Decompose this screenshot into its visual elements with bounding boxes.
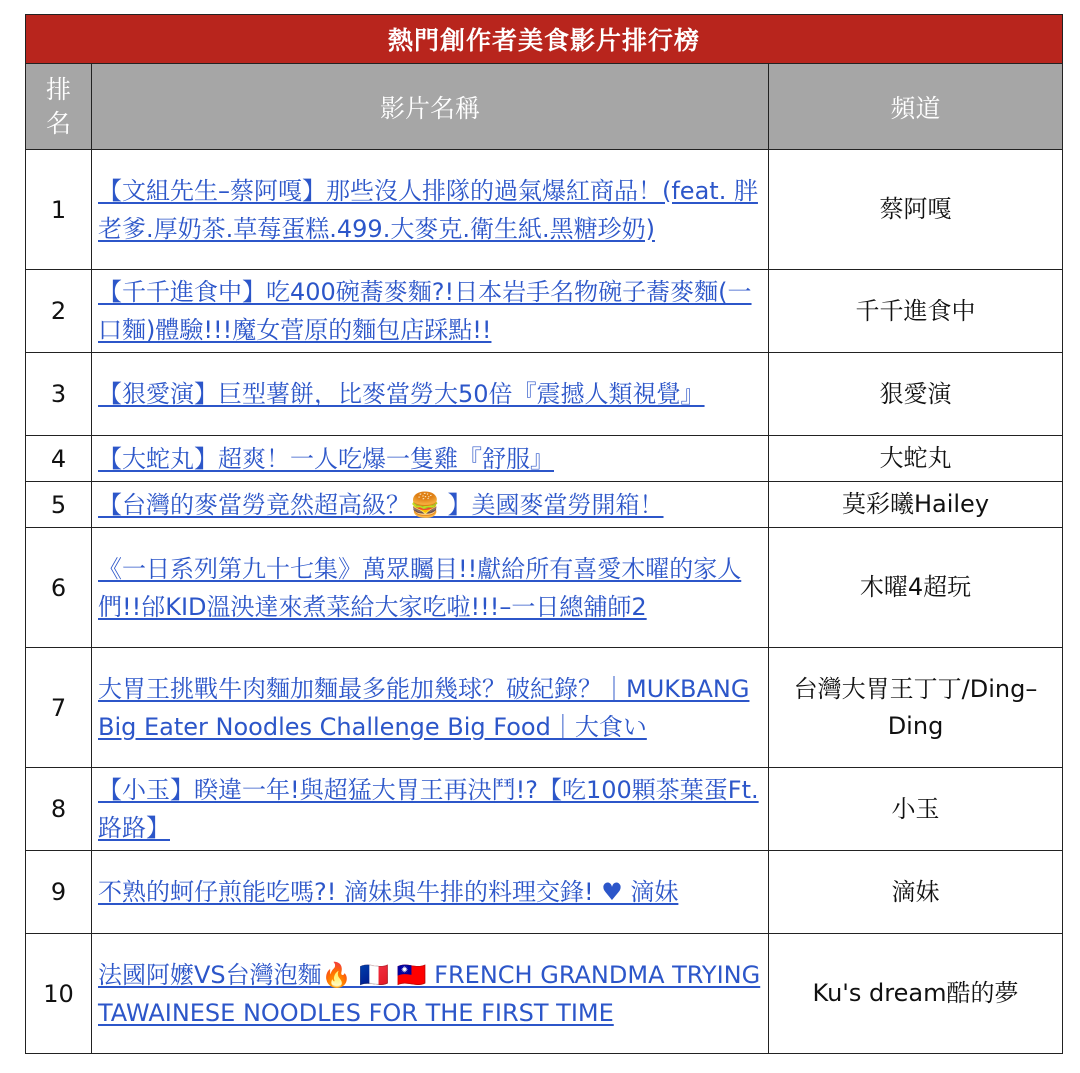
table-row — [26, 353, 1063, 436]
video-cell — [92, 934, 769, 1054]
rank-cell: 3 — [26, 353, 92, 436]
channel-cell: Ku's dream酷的夢 — [769, 934, 1063, 1054]
table-title: 熱門創作者美食影片排行榜 — [26, 15, 1063, 64]
rank-header-line2: 名 — [45, 108, 71, 138]
video-link[interactable]: 【小玉】睽違一年!與超猛大胃王再決鬥!?【吃100顆茶葉蛋Ft.路路】 — [98, 776, 759, 842]
rank-cell: 1 — [26, 150, 92, 270]
channel-cell: 小玉 — [769, 768, 1063, 851]
rank-cell: 2 — [26, 270, 92, 353]
rank-cell: 9 — [26, 851, 92, 934]
channel-header: 頻道 — [769, 64, 1063, 150]
table-row — [26, 851, 1063, 934]
channel-cell: 狠愛演 — [769, 353, 1063, 436]
channel-cell: 滴妹 — [769, 851, 1063, 934]
video-link[interactable]: 【大蛇丸】超爽！一人吃爆一隻雞『舒服』 — [98, 444, 554, 473]
rank-header-line1: 排 — [45, 74, 71, 104]
video-cell — [92, 436, 769, 482]
ranking-table-container — [25, 14, 1062, 1054]
video-link[interactable]: 法國阿嬤VS台灣泡麵🔥 🇫🇷 🇹🇼 FRENCH GRANDMA TRYING TAWAINESE NOODLES FOR THE FIRST TIME — [98, 960, 761, 1027]
video-link[interactable]: 【千千進食中】吃400碗蕎麥麵?!日本岩手名物碗子蕎麥麵(一口麵)體驗!!!魔女菅原的麵包店踩點!! — [98, 278, 752, 344]
video-cell — [92, 851, 769, 934]
video-link[interactable]: 【台灣的麥當勞竟然超高級？🍔 】美國麥當勞開箱！ — [98, 490, 664, 519]
table-row — [26, 648, 1063, 768]
video-link[interactable]: 《一日系列第九十七集》萬眾矚目!!獻給所有喜愛木曜的家人們!!邰KID溫泱達來煮菜給大家吃啦!!!–一日總舖師2 — [98, 554, 742, 621]
video-link[interactable]: 大胃王挑戰牛肉麵加麵最多能加幾球？破紀錄？｜MUKBANG Big Eater Noodles Challenge Big Food｜大食い — [98, 674, 750, 741]
rank-cell: 8 — [26, 768, 92, 851]
video-cell — [92, 150, 769, 270]
video-header: 影片名稱 — [92, 64, 769, 150]
video-cell — [92, 648, 769, 768]
table-row — [26, 528, 1063, 648]
channel-cell: 木曜4超玩 — [769, 528, 1063, 648]
rank-cell: 4 — [26, 436, 92, 482]
header-row — [26, 64, 1063, 150]
channel-cell: 莫彩曦Hailey — [769, 482, 1063, 528]
table-row — [26, 436, 1063, 482]
table-row — [26, 768, 1063, 851]
table-row — [26, 482, 1063, 528]
video-link[interactable]: 不熟的蚵仔煎能吃嗎?! 滴妹與牛排的料理交鋒! ♥ 滴妹 — [98, 878, 679, 906]
rank-cell: 6 — [26, 528, 92, 648]
video-cell — [92, 270, 769, 353]
table-row — [26, 934, 1063, 1054]
video-cell — [92, 353, 769, 436]
title-row — [26, 15, 1063, 64]
rank-header — [26, 64, 92, 150]
video-link[interactable]: 【文組先生–蔡阿嘎】那些沒人排隊的過氣爆紅商品！(feat. 胖老爹.厚奶茶.草莓蛋糕.499.大麥克.衛生紙.黑糖珍奶) — [98, 176, 758, 243]
table-row — [26, 270, 1063, 353]
video-link[interactable]: 【狠愛演】巨型薯餅，比麥當勞大50倍『震撼人類視覺』 — [98, 380, 705, 408]
table-row — [26, 150, 1063, 270]
rank-cell: 10 — [26, 934, 92, 1054]
channel-cell: 台灣大胃王丁丁/Ding–Ding — [769, 648, 1063, 768]
rank-cell: 5 — [26, 482, 92, 528]
ranking-table — [25, 14, 1063, 1054]
channel-cell: 大蛇丸 — [769, 436, 1063, 482]
channel-cell: 千千進食中 — [769, 270, 1063, 353]
video-cell — [92, 768, 769, 851]
video-cell — [92, 482, 769, 528]
channel-cell: 蔡阿嘎 — [769, 150, 1063, 270]
video-cell — [92, 528, 769, 648]
rank-cell: 7 — [26, 648, 92, 768]
